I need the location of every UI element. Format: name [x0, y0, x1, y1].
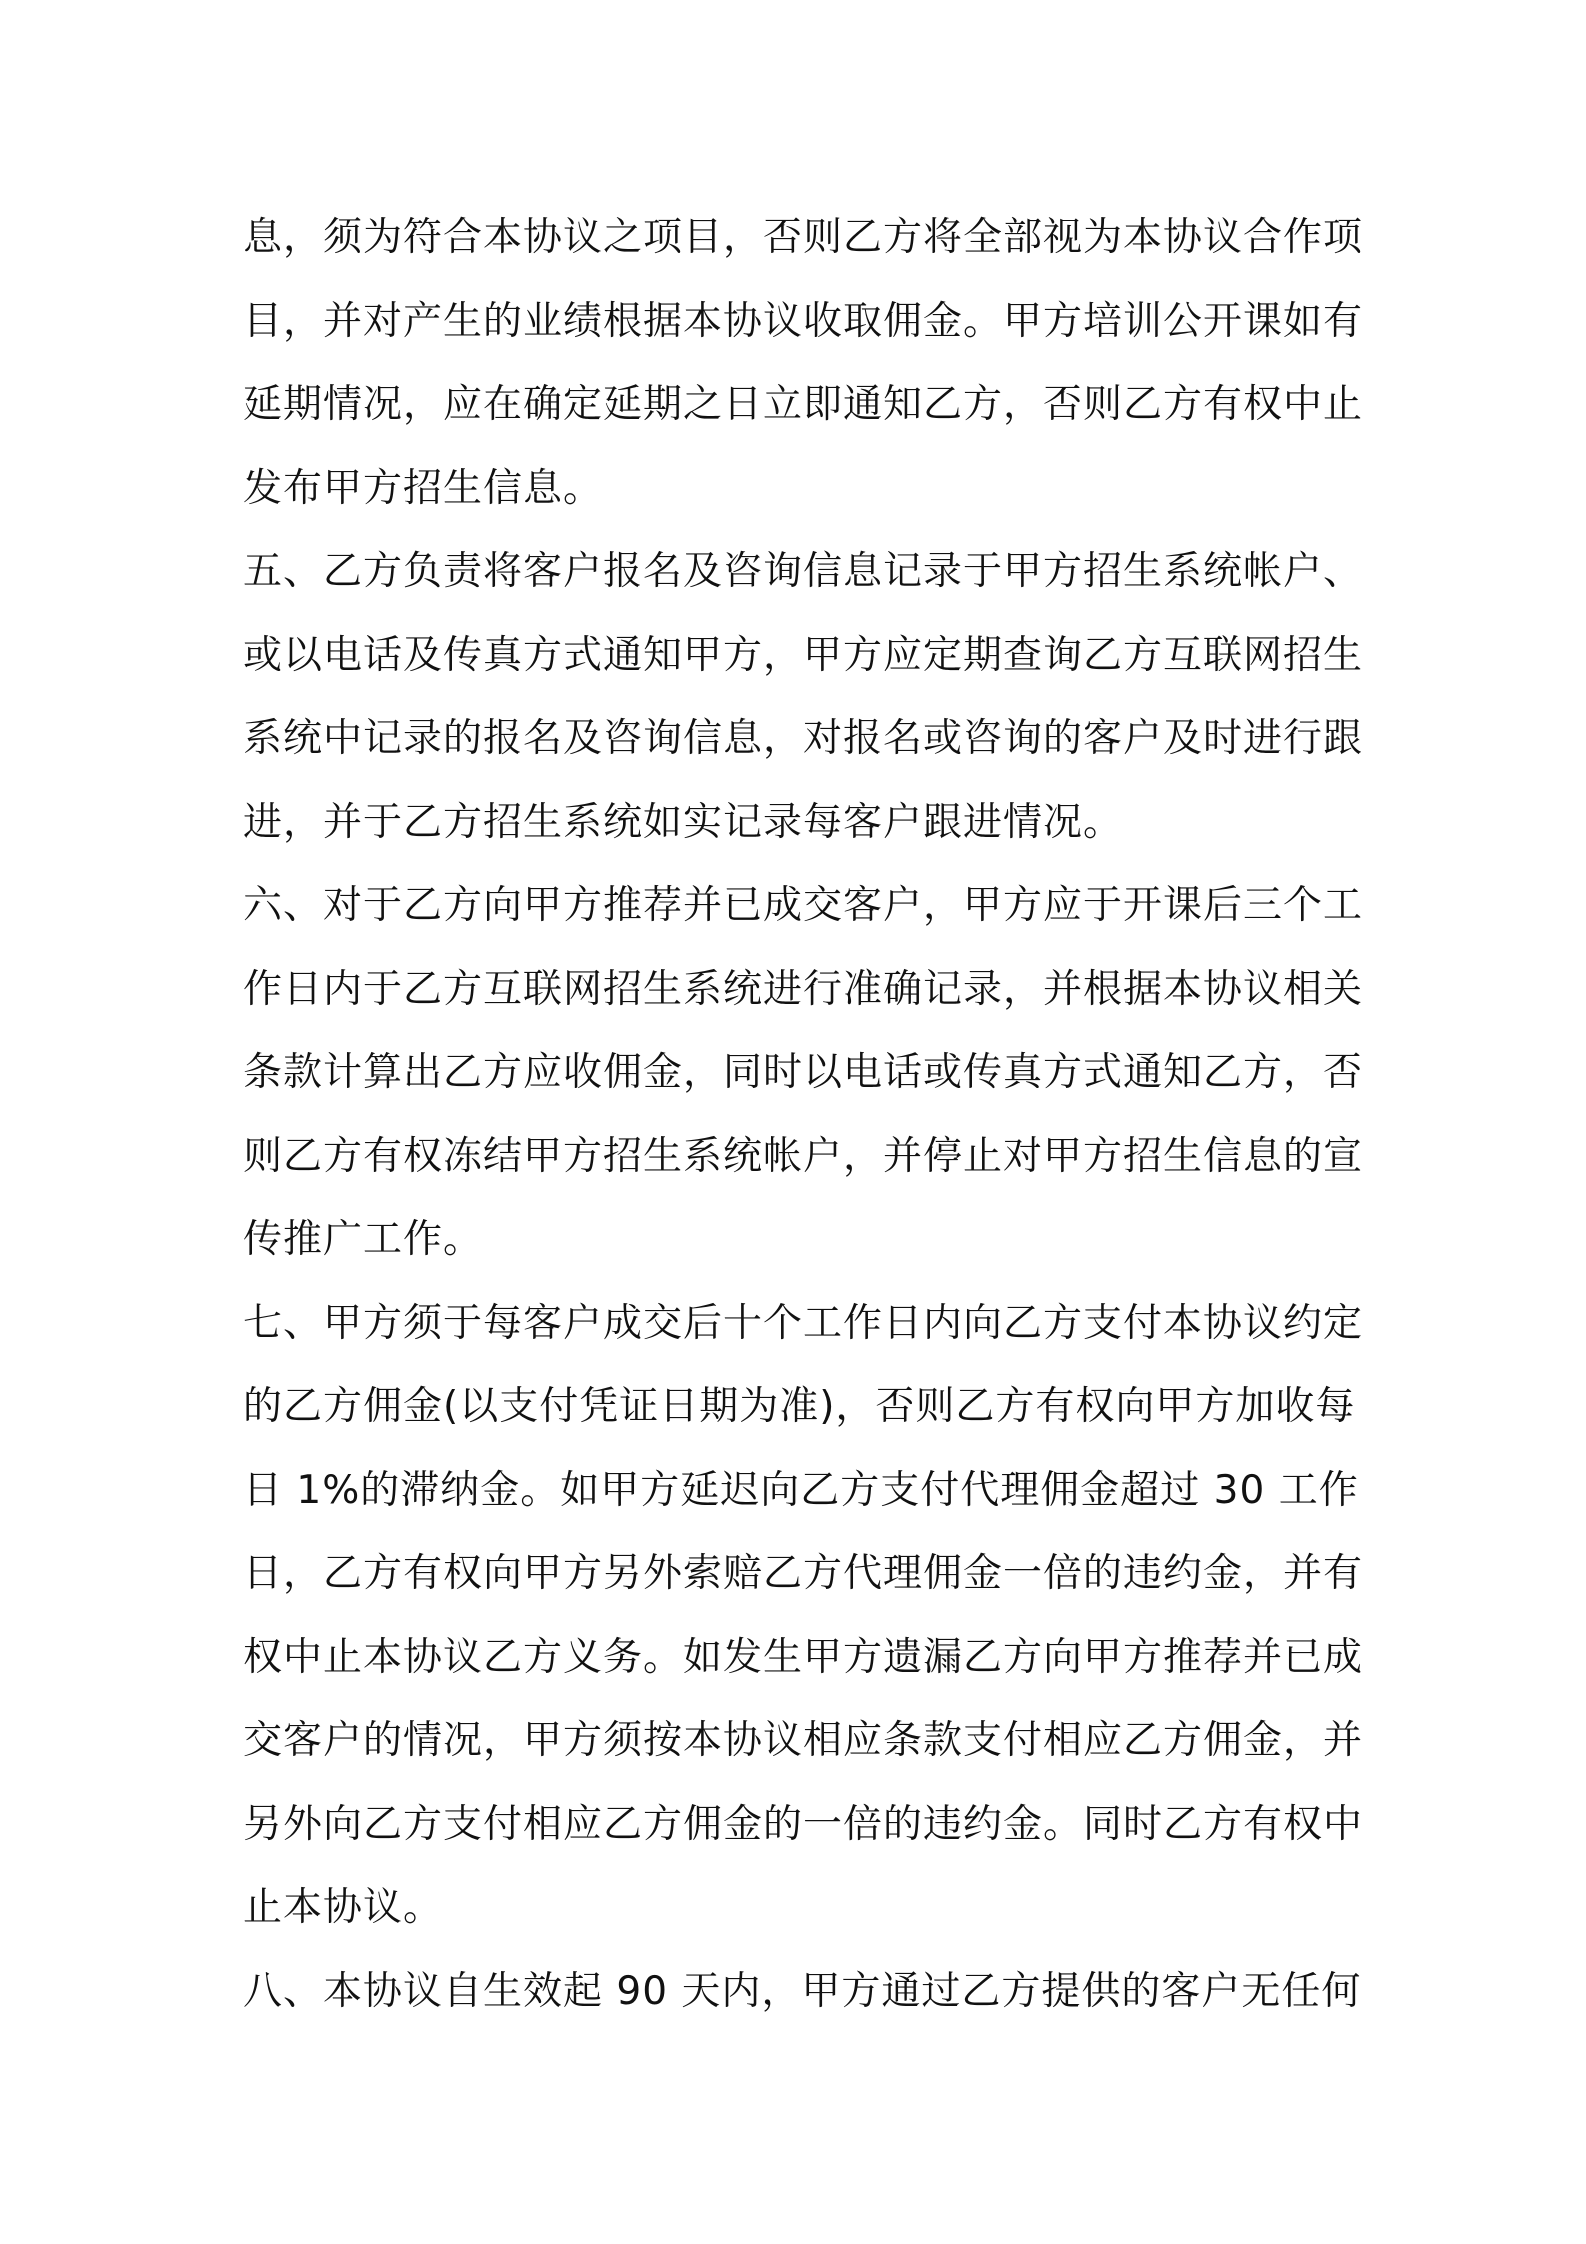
text-line: 另外向乙方支付相应乙方佣金的一倍的违约金。同时乙方有权中: [243, 1801, 1364, 1847]
clause-5-line: 五、乙方负责将客户报名及咨询信息记录于甲方招生系统帐户、: [243, 549, 1364, 594]
text-line: 目，并对产生的业绩根据本协议收取佣金。甲方培训公开课如有: [243, 298, 1364, 344]
text-line: 作日内于乙方互联网招生系统进行准确记录，并根据本协议相关: [243, 966, 1364, 1012]
clause-8-line: 八、本协议自生效起 90 天内，甲方通过乙方提供的客户无任何: [243, 1968, 1362, 2014]
text-line: 系统中记录的报名及咨询信息，对报名或咨询的客户及时进行跟: [243, 716, 1364, 761]
agreement-text: [243, 196, 1364, 2033]
text-line: 条款计算出乙方应收佣金，同时以电话或传真方式通知乙方，否: [243, 1050, 1364, 1095]
text-line: 发布甲方招生信息。: [243, 465, 604, 511]
text-line: 则乙方有权冻结甲方招生系统帐户，并停止对甲方招生信息的宣: [243, 1133, 1364, 1179]
text-line: 权中止本协议乙方义务。如发生甲方遗漏乙方向甲方推荐并已成: [243, 1634, 1364, 1680]
text-line: 延期情况，应在确定延期之日立即通知乙方，否则乙方有权中止: [243, 382, 1364, 427]
clause-7-line: 七、甲方须于每客户成交后十个工作日内向乙方支付本协议约定: [243, 1300, 1364, 1346]
text-line: 的乙方佣金(以支付凭证日期为准)，否则乙方有权向甲方加收每: [243, 1384, 1356, 1429]
text-line: 交客户的情况，甲方须按本协议相应条款支付相应乙方佣金，并: [243, 1718, 1364, 1763]
text-line: 日 1%的滞纳金。如甲方延迟向乙方支付代理佣金超过 30 工作: [243, 1467, 1359, 1513]
text-line: 日，乙方有权向甲方另外索赔乙方代理佣金一倍的违约金，并有: [243, 1551, 1364, 1596]
clause-6-line: 六、对于乙方向甲方推荐并已成交客户，甲方应于开课后三个工: [243, 883, 1364, 928]
text-line: 进，并于乙方招生系统如实记录每客户跟进情况。: [243, 799, 1124, 845]
text-line: 止本协议。: [243, 1885, 444, 1930]
text-line: 或以电话及传真方式通知甲方，甲方应定期查询乙方互联网招生: [243, 632, 1364, 678]
text-line: 息，须为符合本协议之项目，否则乙方将全部视为本协议合作项: [243, 215, 1364, 260]
text-line: 传推广工作。: [243, 1217, 484, 1262]
